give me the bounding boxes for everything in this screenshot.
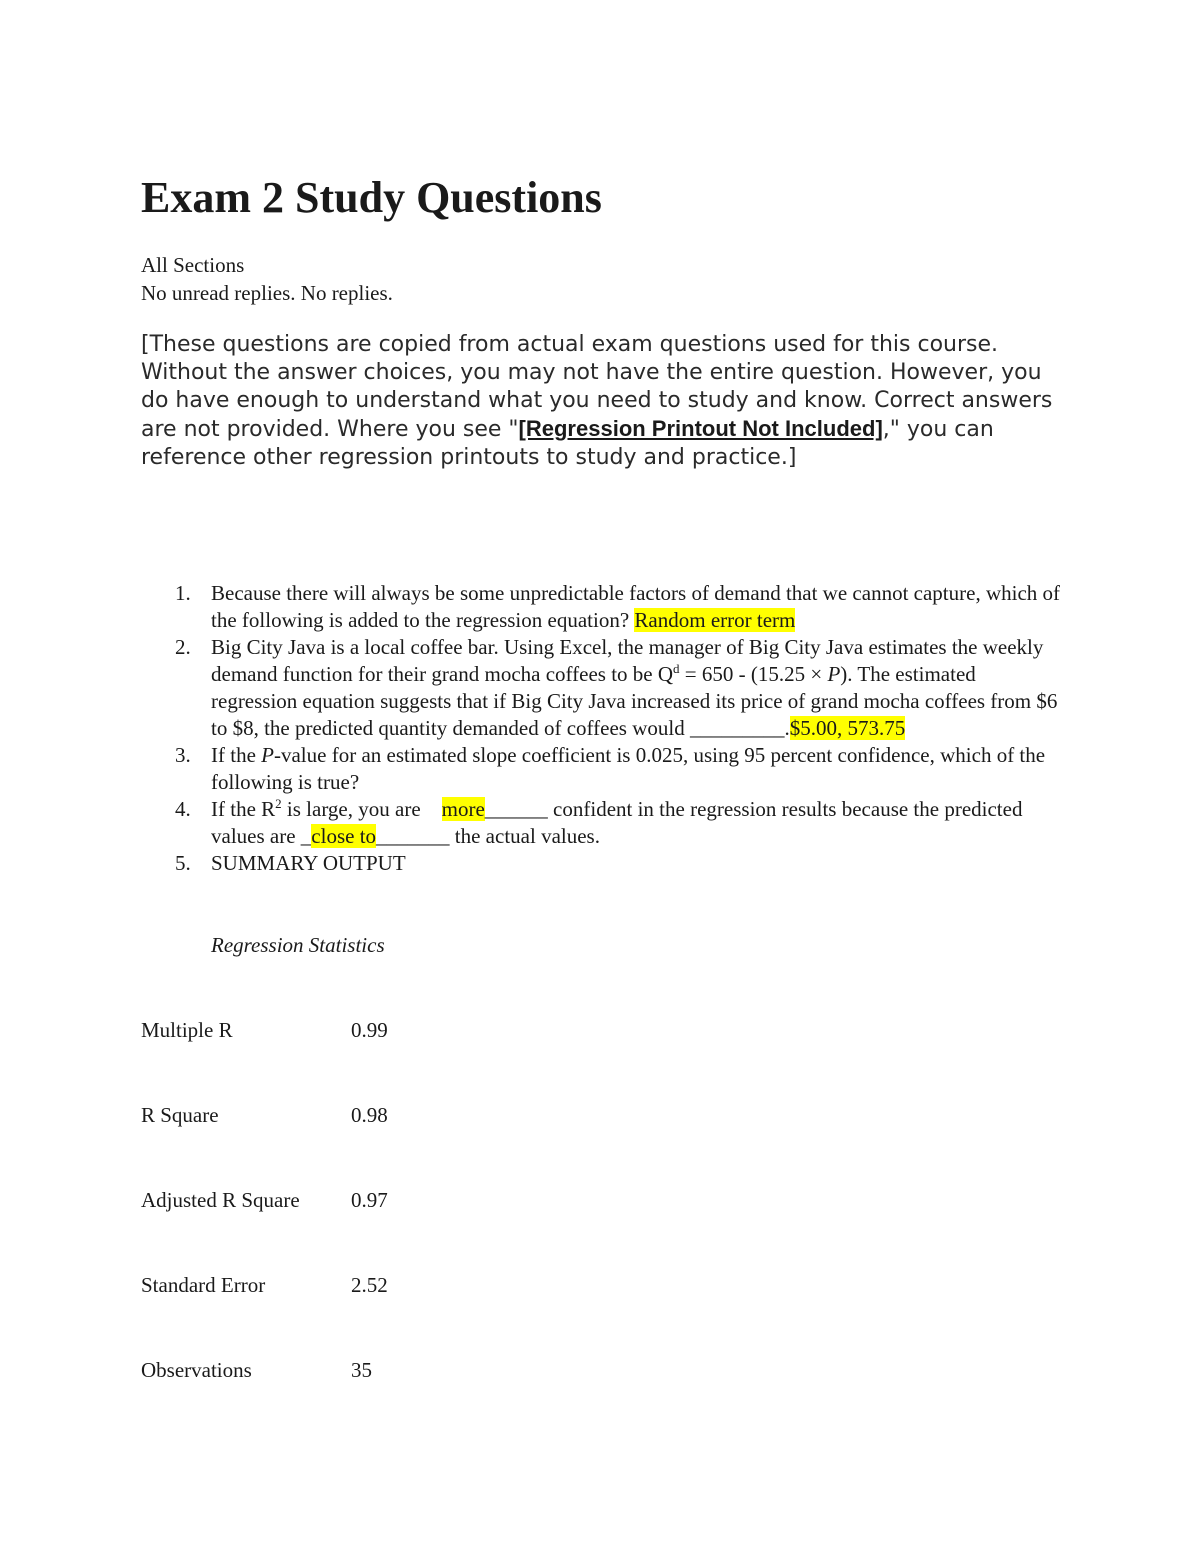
stat-value: 35 [351,1358,372,1382]
question-text: SUMMARY OUTPUT [211,851,406,875]
stat-value: 0.98 [351,1103,388,1127]
variable-p: P [261,743,274,767]
question-number: 5. [175,851,191,875]
question-text: -value for an estimated slope coefficient is 0.025, using 95 percent confidence, which of the following is true? [211,743,1046,794]
intro-text-1: [These questions are copied from actual exam questions used for this course. Without the answer choices, you may not have the entire question. However, you do have enough to understand what you need to study and know. Correct answers are not provided. Where you see " [141,332,1053,442]
regression-printout-link[interactable]: [Regression Printout Not Included] [518,416,883,441]
question-text: If the R [211,797,276,821]
intro-text-2: ," you can reference other regression printouts to study and practice.] [141,417,994,470]
stat-value: 0.99 [351,1018,388,1042]
intro-paragraph [141,331,1066,472]
regression-statistics-heading: Regression Statistics [211,933,385,957]
question-text: is large, you are [281,797,442,821]
question-3 [141,742,1061,796]
highlighted-answer: Random error term [634,608,796,632]
question-4 [141,796,1061,850]
stat-label: Standard Error [141,1273,266,1297]
stat-label: Multiple R [141,1018,233,1042]
question-text: = 650 - (15.25 × [679,662,828,686]
stat-value: 0.97 [351,1188,388,1212]
question-2 [141,634,1061,742]
highlighted-answer: more [441,797,485,821]
question-5 [141,850,1061,877]
question-text: ). The estimated regression equation suggests that if Big City Java increased its price of grand mocha coffees from $6 to $8, the predicted quantity demanded of coffees would _________. [211,662,1058,740]
sections-label: All Sections [141,253,245,277]
stat-value: 2.52 [351,1273,388,1297]
replies-status: No unread replies. No replies. [141,281,393,305]
page-title: Exam 2 Study Questions [141,173,602,222]
stat-label: R Square [141,1103,219,1127]
question-number: 2. [175,635,191,659]
question-text: Because there will always be some unpredictable factors of demand that we cannot capture, which of the following is added to the regression equation? [211,581,1061,632]
superscript: 2 [275,796,282,811]
stat-label: Adjusted R Square [141,1188,300,1212]
question-1 [141,580,1061,634]
superscript: d [673,661,680,676]
variable-p: P [827,662,841,686]
question-list [141,580,1061,877]
question-text: If the [211,743,262,767]
stat-label: Observations [141,1358,252,1382]
question-number: 1. [175,581,191,605]
question-number: 3. [175,743,191,767]
question-text: _______ the actual values. [376,824,600,848]
highlighted-answer: $5.00, 573.75 [789,716,906,740]
question-text: Big City Java is a local coffee bar. Using Excel, the manager of Big City Java estimates the weekly demand function for their grand mocha coffees to be Q [211,635,1044,686]
highlighted-answer: close to [311,824,377,848]
question-number: 4. [175,797,191,821]
question-text: ______ confident in the regression results because the predicted values are _ [211,797,1023,848]
